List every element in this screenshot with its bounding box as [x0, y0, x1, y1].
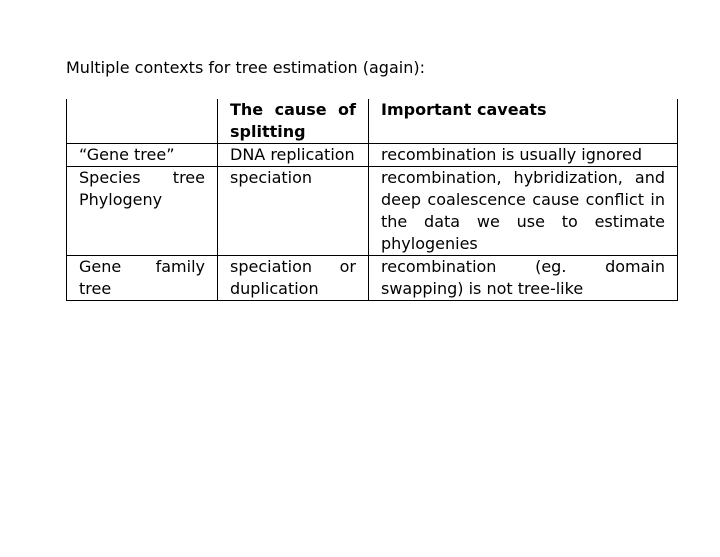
- cell-caveat: recombination is usually ignored: [369, 144, 678, 167]
- table-row: [67, 167, 678, 256]
- cell-cause: speciation: [218, 167, 369, 256]
- header-tree-type: [67, 99, 218, 144]
- header-caveats: Important caveats: [369, 99, 678, 144]
- tree-context-table: [66, 99, 678, 301]
- cell-tree-type: “Gene tree”: [67, 144, 218, 167]
- table-row: [67, 256, 678, 301]
- cell-cause: speciation or duplication: [218, 256, 369, 301]
- cell-caveat: recombination (eg. domain swapping) is not tree-like: [369, 256, 678, 301]
- table-row: [67, 144, 678, 167]
- cell-tree-type: Species tree Phylogeny: [67, 167, 218, 256]
- table-header-row: [67, 99, 678, 144]
- page-heading: Multiple contexts for tree estimation (again):: [66, 58, 425, 77]
- cell-tree-type: Gene family tree: [67, 256, 218, 301]
- cell-caveat: recombination, hybridization, and deep coalescence cause conflict in the data we use to estimate phylogenies: [369, 167, 678, 256]
- header-cause: The cause of splitting: [218, 99, 369, 144]
- cell-cause: DNA replication: [218, 144, 369, 167]
